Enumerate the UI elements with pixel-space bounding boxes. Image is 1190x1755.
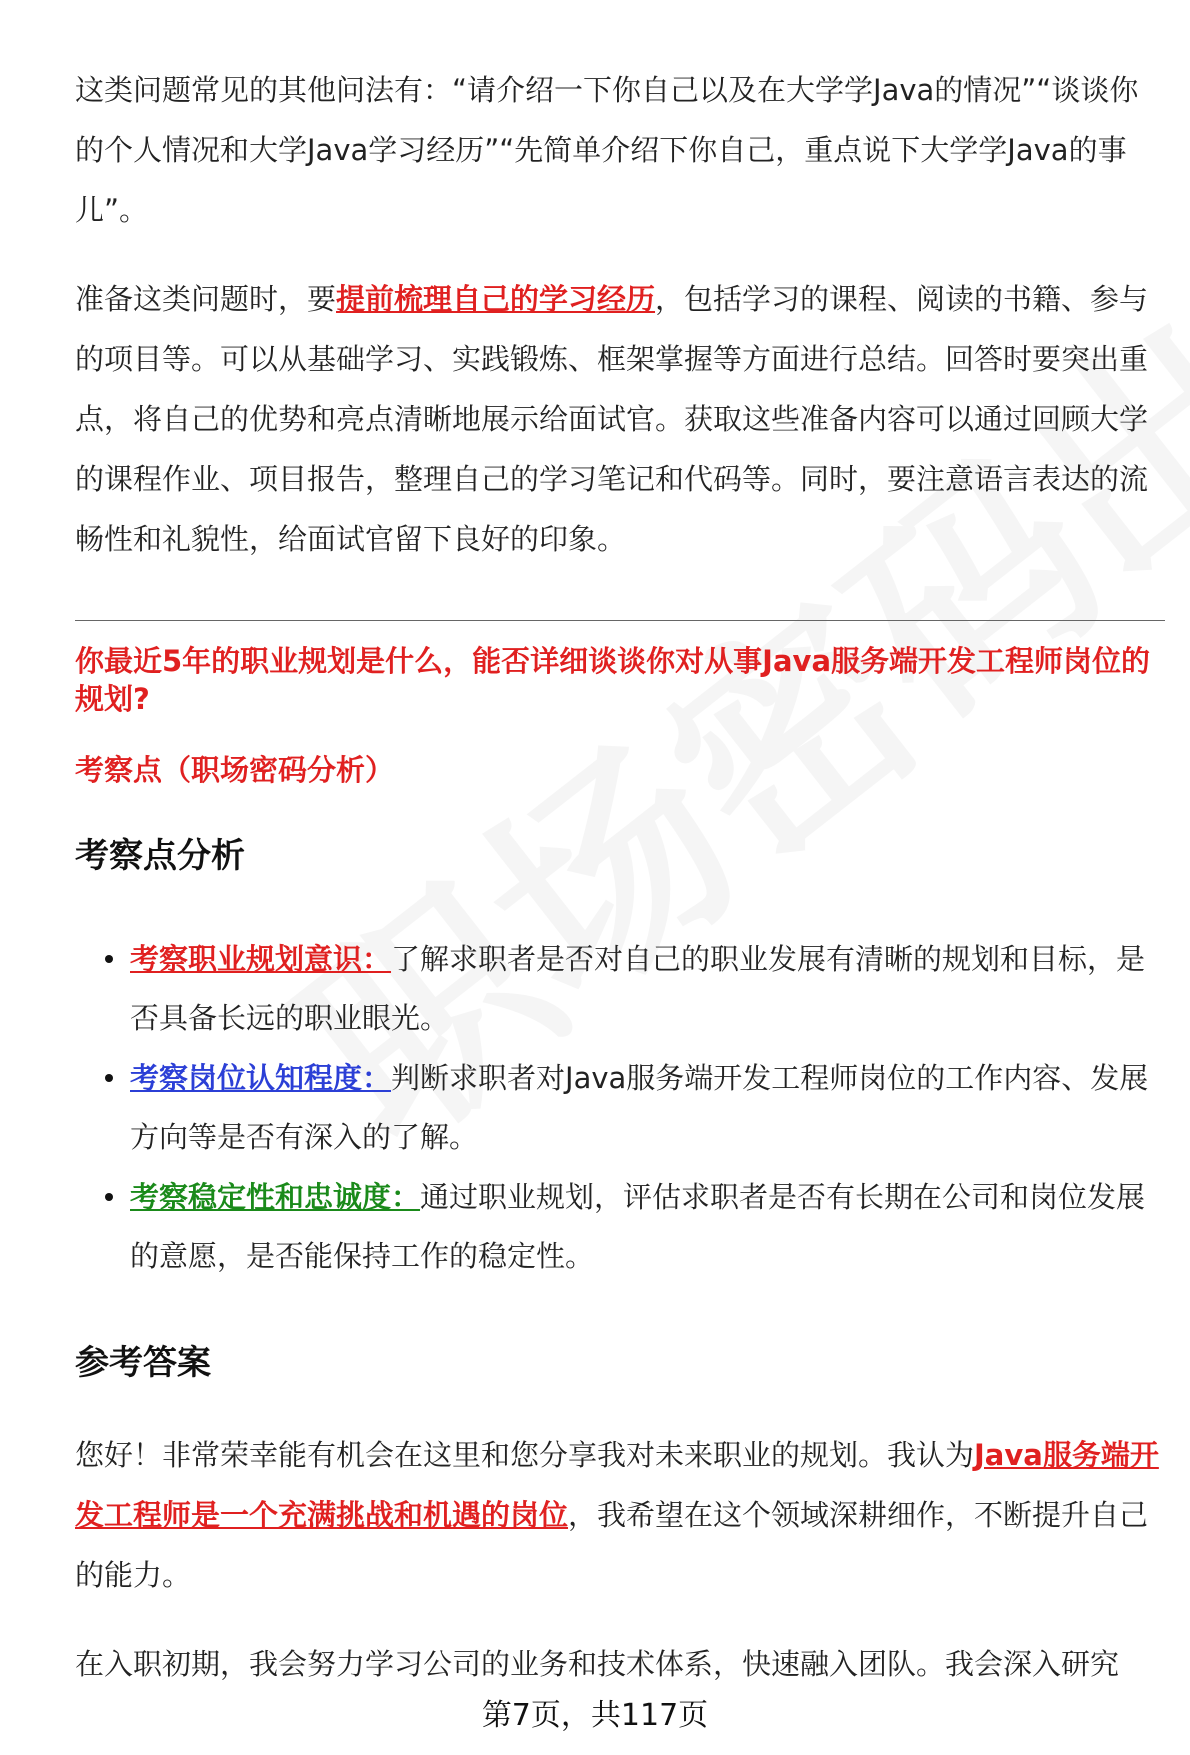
analysis-item — [75, 1049, 1165, 1167]
analysis-item — [75, 1168, 1165, 1286]
intro-p2-pre: 准备这类问题时，要 — [75, 282, 337, 316]
question-subtitle: 考察点（职场密码分析） — [75, 753, 395, 787]
bullet-icon — [105, 1193, 113, 1201]
analysis-list — [75, 930, 1165, 1287]
intro-p2-highlight: 提前梳理自己的学习经历 — [336, 282, 656, 316]
answer-paragraph-2: 在入职初期，我会努力学习公司的业务和技术体系，快速融入团队。我会深入研究 — [75, 1647, 1120, 1681]
analysis-item-label: 考察岗位认知程度： — [130, 1061, 392, 1095]
question-title: 你最近5年的职业规划是什么，能否详细谈谈你对从事Java服务端开发工程师岗位的规划? — [75, 644, 1151, 716]
bullet-icon — [105, 1074, 113, 1082]
section-divider — [75, 620, 1165, 621]
intro-paragraph-2 — [75, 269, 1165, 569]
analysis-item-label: 考察稳定性和忠诚度： — [130, 1180, 421, 1214]
answer-p1-post: ，我希望在这个领域深耕细作，不断提升自己的能力。 — [75, 1498, 1149, 1592]
intro-section — [75, 60, 1165, 569]
analysis-item-text: 判断求职者对Java服务端开发工程师岗位的工作内容、发展方向等是否有深入的了解。 — [130, 1061, 1149, 1154]
answer-p1-highlight: Java服务端开发工程师是一个充满挑战和机遇的岗位 — [75, 1438, 1159, 1532]
answer-section — [75, 1425, 1165, 1694]
analysis-heading: 考察点分析 — [75, 836, 245, 876]
intro-paragraph-1: 这类问题常见的其他问法有：“请介绍一下你自己以及在大学学Java的情况”“谈谈你的个人情况和大学Java学习经历”“先简单介绍下你自己，重点说下大学学Java的事儿”。 — [75, 73, 1139, 227]
answer-p1-pre: 您好！非常荣幸能有机会在这里和您分享我对未来职业的规划。我认为 — [75, 1438, 975, 1472]
page-number: 第7页，共117页 — [481, 1698, 709, 1733]
analysis-item-text: 通过职业规划，评估求职者是否有长期在公司和岗位发展的意愿，是否能保持工作的稳定性。 — [130, 1180, 1146, 1273]
intro-p2-post: ，包括学习的课程、阅读的书籍、参与的项目等。可以从基础学习、实践锻炼、框架掌握等方面进行总结。回答时要突出重点，将自己的优势和亮点清晰地展示给面试官。获取这些准备内容可以通过回顾大学的课程作业、项目报告，整理自己的学习笔记和代码等。同时，要注意语言表达的流畅性和礼貌性，给面试官留下良好的印象。 — [75, 282, 1149, 556]
analysis-item — [75, 930, 1165, 1048]
bullet-icon — [105, 955, 113, 963]
answer-paragraph-1 — [75, 1425, 1165, 1605]
analysis-item-text: 了解求职者是否对自己的职业发展有清晰的规划和目标，是否具备长远的职业眼光。 — [130, 942, 1146, 1035]
analysis-item-label: 考察职业规划意识： — [130, 942, 392, 976]
answer-heading: 参考答案 — [75, 1343, 211, 1383]
